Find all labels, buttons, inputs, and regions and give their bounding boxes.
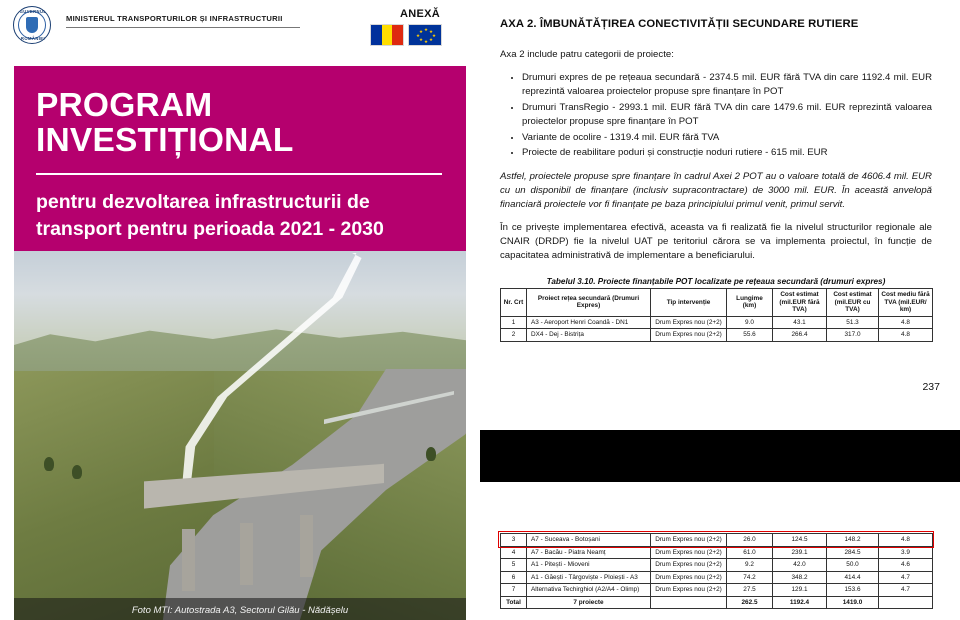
cell-length: 9.2	[727, 559, 773, 572]
cell-cost-vat: 50.0	[827, 559, 879, 572]
column-header: Cost mediu fără TVA (mil.EUR/ km)	[879, 289, 933, 317]
table-row	[501, 559, 933, 572]
cell-cost-no-vat: 348.2	[773, 571, 827, 584]
document-body	[500, 48, 932, 272]
cell-avg-cost: 4.6	[879, 559, 933, 572]
cell-cost-no-vat: 43.1	[773, 316, 827, 329]
cover-subtitle: pentru dezvoltarea infrastructurii de transport pentru perioada 2021 - 2030	[36, 191, 384, 240]
black-separator-band	[480, 430, 960, 482]
column-header: Cost estimat (mil.EUR cu TVA)	[827, 289, 879, 317]
header-divider	[66, 27, 300, 28]
cell-avg-cost: 4.8	[879, 316, 933, 329]
cell-nr: 2	[501, 329, 527, 342]
cell-total-length: 262.5	[727, 596, 773, 609]
cell-cost-vat: 317.0	[827, 329, 879, 342]
column-header: Nr. Crt	[501, 289, 527, 317]
cover-title-block	[14, 66, 466, 251]
cell-intervention: Drum Expres nou (2+2)	[651, 559, 727, 572]
cell-project: A7 - Suceava - Botoșani	[527, 534, 651, 547]
photo-caption: Foto MTI: Autostrada A3, Sectorul Gilău - Nădășelu	[131, 605, 349, 616]
cell-nr: 6	[501, 571, 527, 584]
projects-table-bottom	[500, 533, 933, 609]
photo-tree	[426, 447, 436, 461]
cell-total-avg	[879, 596, 933, 609]
cell-cost-no-vat: 266.4	[773, 329, 827, 342]
cell-avg-cost: 4.7	[879, 571, 933, 584]
cell-nr: 1	[501, 316, 527, 329]
table-header-row	[501, 289, 933, 317]
cell-nr: 3	[501, 534, 527, 547]
cell-cost-no-vat: 124.5	[773, 534, 827, 547]
document-page	[480, 0, 960, 620]
list-item: • Variante de ocolire - 1319.4 mil. EUR fără TVA	[522, 131, 932, 145]
page-number: 237	[922, 381, 940, 393]
cell-nr: 4	[501, 546, 527, 559]
column-header: Tip intervenție	[651, 289, 727, 317]
table-row-highlighted	[501, 534, 933, 547]
table-total-row	[501, 596, 933, 609]
table-row	[501, 316, 933, 329]
cell-project: Alternativa Techirghiol (A2/A4 - Olimp)	[527, 584, 651, 597]
cover-header	[0, 0, 480, 48]
intro-paragraph: Axa 2 include patru categorii de proiecte:	[500, 49, 674, 60]
flag-european-union-icon: ★ ★ ★ ★ ★ ★ ★ ★	[408, 24, 442, 46]
cell-avg-cost: 4.8	[879, 534, 933, 547]
cell-nr: 5	[501, 559, 527, 572]
cell-project: A1 - Pitești - Mioveni	[527, 559, 651, 572]
page-title: PROGRAM INVESTIȚIONAL	[36, 87, 294, 160]
cell-cost-vat: 284.5	[827, 546, 879, 559]
cell-total-projects: 7 proiecte	[527, 596, 651, 609]
photo-bridge-pillar	[300, 515, 313, 577]
cell-nr: 7	[501, 584, 527, 597]
cell-avg-cost: 3.9	[879, 546, 933, 559]
photo-bridge-pillar	[240, 523, 253, 585]
cell-project: A3 - Aeroport Henri Coandă - DN1	[527, 316, 651, 329]
section-heading: AXA 2. ÎMBUNĂTĂȚIREA CONECTIVITĂȚII SECUNDARE RUTIERE	[500, 18, 859, 30]
paragraph-financing: Astfel, proiectele propuse spre finanțare în cadrul Axei 2 POT au o valoare totală de 4606.4 mil. EUR cu un disponibil de finanțare (inclusiv supracontractare) de 3000 mil. EUR. În această anvelopă financiară proiectele vor fi finanțate pe baza principiului primul venit, primul servit.	[500, 171, 932, 211]
column-header: Cost estimat (mil.EUR fără TVA)	[773, 289, 827, 317]
list-item: • Proiecte de reabilitare poduri și construcție noduri rutiere - 615 mil. EUR	[522, 146, 932, 160]
emblem-text-bottom: ROMÂNIEI	[20, 36, 46, 41]
cell-length: 55.6	[727, 329, 773, 342]
cell-project: DX4 - Dej - Bistrița	[527, 329, 651, 342]
paragraph-implementation: În ce privește implementarea efectivă, aceasta va fi realizată fie la nivelul structurilor regionale ale CNAIR (DRDP) fie la nivelul UAT pe teritoriul cărora se va implementa proiectul, în funcție de capacitatea administrativă de implementare a beneficiarului.	[500, 222, 932, 261]
cell-avg-cost: 4.7	[879, 584, 933, 597]
cell-intervention: Drum Expres nou (2+2)	[651, 584, 727, 597]
table-row	[501, 329, 933, 342]
cell-length: 61.0	[727, 546, 773, 559]
title-divider	[36, 173, 442, 175]
cell-total-cost-no-vat: 1192.4	[773, 596, 827, 609]
cell-length: 74.2	[727, 571, 773, 584]
cell-length: 27.5	[727, 584, 773, 597]
cell-cost-vat: 153.6	[827, 584, 879, 597]
column-header: Proiect rețea secundară (Drumuri Expres)	[527, 289, 651, 317]
list-item: • Drumuri expres de pe rețeaua secundară - 2374.5 mil. EUR fără TVA din care 1192.4 mil. EUR reprezintă valoarea proiectelor propuse spre finanțare în POT	[522, 71, 932, 99]
table-row	[501, 584, 933, 597]
projects-table-top	[500, 288, 933, 342]
flag-romania-icon	[370, 24, 404, 46]
cell-length: 9.0	[727, 316, 773, 329]
photo-bridge-pillar	[182, 529, 195, 591]
cell-cost-no-vat: 239.1	[773, 546, 827, 559]
photo-tree	[72, 465, 82, 479]
cell-project: A1 - Găești - Târgoviște - Ploiești - A3	[527, 571, 651, 584]
cell-cost-vat: 414.4	[827, 571, 879, 584]
project-categories-list	[500, 71, 932, 160]
cell-cost-vat: 51.3	[827, 316, 879, 329]
annex-label: ANEXĂ	[400, 8, 441, 20]
cover-photo	[14, 251, 466, 620]
cell-total-label: Total	[501, 596, 527, 609]
list-item: • Drumuri TransRegio - 2993.1 mil. EUR fără TVA din care 1479.6 mil. EUR reprezintă valoarea proiectelor propuse spre finanțare în POT	[522, 101, 932, 129]
cell-intervention: Drum Expres nou (2+2)	[651, 546, 727, 559]
cell-intervention: Drum Expres nou (2+2)	[651, 316, 727, 329]
cell-total-cost-vat: 1419.0	[827, 596, 879, 609]
ministry-name: MINISTERUL TRANSPORTURILOR ȘI INFRASTRUCTURII	[66, 14, 283, 23]
romania-government-emblem-icon	[6, 6, 60, 44]
cell-cost-vat: 148.2	[827, 534, 879, 547]
cell-intervention: Drum Expres nou (2+2)	[651, 571, 727, 584]
table-row	[501, 546, 933, 559]
cell-cost-no-vat: 129.1	[773, 584, 827, 597]
cell-length: 26.0	[727, 534, 773, 547]
cell-cost-no-vat: 42.0	[773, 559, 827, 572]
cell-intervention: Drum Expres nou (2+2)	[651, 329, 727, 342]
table-row	[501, 571, 933, 584]
cell-intervention: Drum Expres nou (2+2)	[651, 534, 727, 547]
cell-project: A7 - Bacău - Piatra Neamț	[527, 546, 651, 559]
photo-tree	[44, 457, 54, 471]
emblem-crest	[26, 17, 38, 33]
flags-group	[370, 24, 442, 46]
cell-total-blank	[651, 596, 727, 609]
emblem-text-top: GUVERNUL	[19, 9, 47, 14]
cell-avg-cost: 4.8	[879, 329, 933, 342]
column-header: Lungime (km)	[727, 289, 773, 317]
table-caption: Tabelul 3.10. Proiecte finanțabile POT localizate pe rețeaua secundară (drumuri expres)	[546, 277, 886, 286]
